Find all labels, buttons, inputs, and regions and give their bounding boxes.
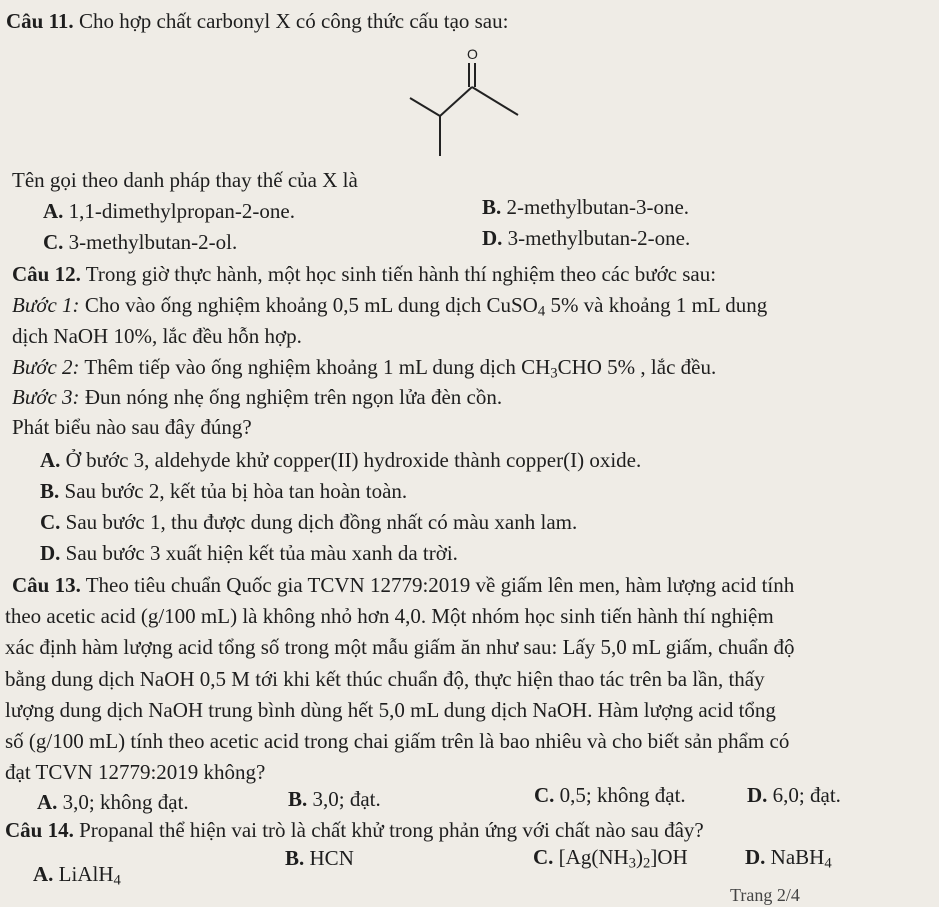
oxygen-atom-label: O <box>467 46 478 62</box>
q11-stem: Câu 11. Cho hợp chất carbonyl X có công thức cấu tạo sau: <box>6 9 509 33</box>
q12-option-d[interactable]: D. Sau bước 3 xuất hiện kết tủa màu xanh da trời. <box>40 541 458 565</box>
q12-step2: Bước 2: Thêm tiếp vào ống nghiệm khoảng 1 mL dung dịch $CH_3CHO$ 5% , lắc đều. <box>12 355 717 382</box>
q14-option-b[interactable]: B. HCN <box>285 846 354 870</box>
q14-stem: Câu 14. Propanal thể hiện vai trò là chất khử trong phản ứng với chất nào sau đây? <box>5 818 704 842</box>
q14-option-a[interactable]: A. LiAlH$_4$ <box>33 862 121 889</box>
q13-line4: bằng dung dịch NaOH 0,5 M tới khi kết thúc chuẩn độ, thực hiện thao tác trên ba lần, thấy <box>5 667 765 691</box>
q12-step1-line2: dịch NaOH 10%, lắc đều hỗn hợp. <box>12 324 302 348</box>
q11-option-a[interactable]: A. 1,1-dimethylpropan-2-one. <box>43 199 295 223</box>
q13-option-c[interactable]: C. 0,5; không đạt. <box>534 783 686 807</box>
q13-line1: Câu 13. Theo tiêu chuẩn Quốc gia TCVN 12779:2019 về giấm lên men, hàm lượng acid tính <box>12 573 795 597</box>
q12-option-a[interactable]: A. Ở bước 3, aldehyde khử copper(II) hydroxide thành copper(I) oxide. <box>40 448 642 472</box>
q12-prompt: Phát biểu nào sau đây đúng? <box>12 415 252 439</box>
page-footer: Trang 2/4 <box>730 885 800 905</box>
q11-option-c[interactable]: C. 3-methylbutan-2-ol. <box>43 230 238 254</box>
q13-option-a[interactable]: A. 3,0; không đạt. <box>37 790 189 814</box>
q12-step3: Bước 3: Đun nóng nhẹ ống nghiệm trên ngọn lửa đèn cồn. <box>12 385 503 409</box>
q11-label: Câu 11. <box>6 9 74 33</box>
q11-structure <box>405 40 525 162</box>
q13-line3: xác định hàm lượng acid tổng số trong một mẫu giấm ăn như sau: Lấy 5,0 mL giấm, chuẩn độ <box>5 635 795 659</box>
q12-label: Câu 12. <box>12 262 81 286</box>
q11-option-d[interactable]: D. 3-methylbutan-2-one. <box>482 226 691 250</box>
q14-option-d[interactable]: D. NaBH$_4$ <box>745 845 832 872</box>
q14-option-c[interactable]: C. $[Ag(NH_3)_2]OH$ <box>533 845 688 872</box>
q13-line6: số (g/100 mL) tính theo acetic acid trong chai giấm trên là bao nhiêu và cho biết sản phẩm có <box>5 729 790 753</box>
q13-line2: theo acetic acid (g/100 mL) là không nhỏ hơn 4,0. Một nhóm học sinh tiến hành thí nghiệm <box>5 604 774 628</box>
q11-prompt: Tên gọi theo danh pháp thay thế của X là <box>12 168 358 192</box>
q12-option-c[interactable]: C. Sau bước 1, thu được dung dịch đồng nhất có màu xanh lam. <box>40 510 578 534</box>
q13-option-b[interactable]: B. 3,0; đạt. <box>288 787 381 811</box>
q12-step1: Bước 1: Cho vào ống nghiệm khoảng 0,5 mL dung dịch CuSO$_4$ 5% và khoảng 1 mL dung <box>12 293 768 320</box>
q12-option-b[interactable]: B. Sau bước 2, kết tủa bị hòa tan hoàn toàn. <box>40 479 408 503</box>
q13-line5: lượng dung dịch NaOH trung bình dùng hết 5,0 mL dung dịch NaOH. Hàm lượng acid tổng <box>5 698 776 722</box>
q13-line7: đạt TCVN 12779:2019 không? <box>5 760 266 784</box>
q14-label: Câu 14. <box>5 818 74 842</box>
q13-label: Câu 13. <box>12 573 81 597</box>
q11-option-b[interactable]: B. 2-methylbutan-3-one. <box>482 195 690 219</box>
q12-stem: Câu 12. Trong giờ thực hành, một học sinh tiến hành thí nghiệm theo các bước sau: <box>12 262 717 286</box>
q13-option-d[interactable]: D. 6,0; đạt. <box>747 783 841 807</box>
